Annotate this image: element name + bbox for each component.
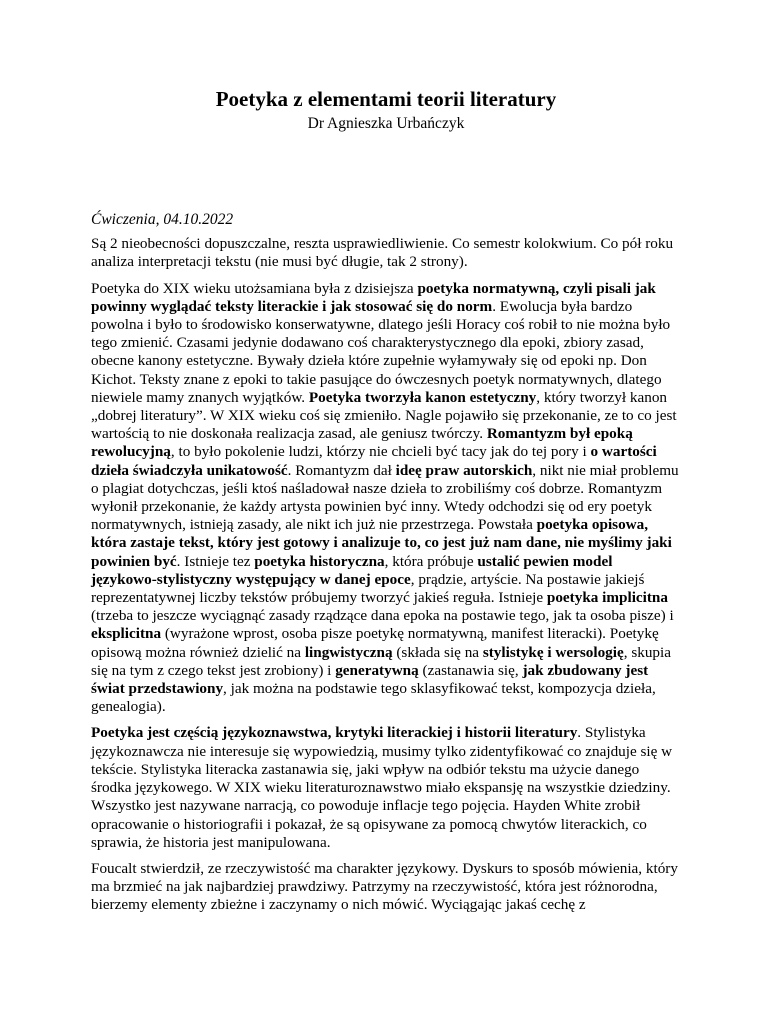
- paragraph: [91, 860, 681, 915]
- bold-text-segment: ideę praw autorskich: [395, 461, 533, 479]
- bold-text-segment: Romantyzm był epoką rewolucyjną: [91, 425, 633, 461]
- document-title: Poetyka z elementami teorii literatury: [215, 87, 557, 111]
- bold-text-segment: poetyka implicitna: [546, 589, 668, 607]
- bold-text-segment: poetyka opisowa, która zastaje tekst, który jest gotowy i analizuje to, co jest już nam dane, nie myślimy jaki powinien być: [91, 516, 672, 570]
- bold-text-segment: o wartości dzieła świadczyła unikatowość: [91, 443, 657, 479]
- bold-text-segment: stylistykę i wersologię: [482, 643, 624, 661]
- paragraph: [91, 280, 681, 717]
- text-segment: , nikt nie miał problemu o plagiat dotychczas, jeśli ktoś naśladował nasze dzieła to zrobiliśmy coś dobrze. Romantyzm wyłonił przekonanie, że każdy artysta powinien być inny. Wtedy odchodzi się od ery poetyk normatywnych, istnieją zasady, ale nikt ich już nie przestrzega. Powstała: [91, 461, 679, 534]
- text-segment: , który tworzył kanon „dobrej literatury”. W XIX wieku coś się zmieniło. Nagle pojawiło się przekonanie, ze to co jest wartością to nie doskonała realizacja zasad, ale geniusz twórczy.: [91, 388, 677, 443]
- text-segment: , to było pokolenie ludzi, którzy nie chcieli być tacy jak do tej pory i: [170, 443, 591, 461]
- paragraph: [91, 235, 681, 271]
- bold-text-segment: poetyka historyczna: [254, 552, 385, 570]
- text-segment: . Romantyzm dał: [287, 461, 396, 479]
- document-author: Dr Agnieszka Urbańczyk: [307, 115, 465, 132]
- text-segment: . Istnieje tez: [176, 552, 255, 570]
- bold-text-segment: Poetyka tworzyła kanon estetyczny: [308, 388, 537, 406]
- text-segment: . Stylistyka językoznawcza nie interesuje się wypowiedzią, musimy tylko zidentyfikować co znajduje się w tekście. Stylistyka literacka zastanawia się, jaki wpływ na odbiór tekstu ma użycie danego środka językowego. W XIX wieku literaturoznawstwo miało ekspansję na wszystkie dziedziny. Wszystko jest nazywane narracją, co powoduje inflacje tego pojęcia. Hayden White zrobił opracowanie o historiografii i pokazał, że są opisywane za pomocą chwytów literackich, co sprawia, że historia jest manipulowana.: [91, 724, 673, 851]
- text-segment: , prądzie, artyście. Na postawie jakiejś reprezentatywnej liczby tekstów próbujemy tworzyć jakieś reguła. Istnieje: [91, 570, 645, 607]
- text-segment: Są 2 nieobecności dopuszczalne, reszta usprawiedliwienie. Co semestr kolokwium. Co pół roku analiza interpretacji tekstu (nie musi być długie, tak 2 strony).: [91, 235, 674, 271]
- bold-text-segment: generatywną: [335, 661, 419, 679]
- text-segment: (wyrażone wprost, osoba pisze poetykę normatywną, manifest literacki). Poetykę opisową można również dzielić na: [91, 625, 659, 661]
- bold-text-segment: eksplicitna: [91, 625, 162, 643]
- text-segment: (zastanawia się,: [418, 661, 523, 679]
- bold-text-segment: ustalić pewien model językowo-stylistyczny występujący w danej epoce: [91, 552, 613, 588]
- text-segment: (składa się na: [392, 643, 483, 661]
- bold-text-segment: Poetyka jest częścią językoznawstwa, krytyki literackiej i historii literatury: [91, 724, 578, 742]
- document-body: [91, 235, 681, 914]
- document-page: [91, 86, 681, 915]
- text-segment: , skupia się na tym z czego tekst jest zrobiony) i: [91, 643, 671, 679]
- bold-text-segment: poetyka normatywną, czyli pisali jak powinny wyglądać teksty literackie i jak stosować się do norm: [91, 279, 656, 315]
- text-segment: Poetyka do XIX wieku utożsamiana była z dzisiejsza: [91, 279, 418, 297]
- bold-text-segment: lingwistyczną: [304, 643, 393, 661]
- paragraph: [91, 724, 681, 851]
- text-segment: , która próbuje: [384, 552, 478, 570]
- text-segment: (trzeba to jeszcze wyciągnąć zasady rządzące dana epoka na postawie tego, jak ta osoba pisze) i: [91, 607, 674, 625]
- text-segment: . Ewolucja była bardzo powolna i było to środowisko konserwatywne, dlatego jeśli Horacy coś robił to nie można było tego zmienić. Czasami jedynie dodawano coś charakterystycznego dla epoki, zbiory zasad, obecne kanony estetyczne. Bywały dzieła które zupełnie wyłamywały się od epoki np. Don Kichot. Teksty znane z epoki to takie pasujące do ówczesnych poetyk normatywnych, dlatego niewiele mamy znanych wyjątków.: [91, 297, 671, 406]
- session-date: Ćwiczenia, 04.10.2022: [91, 211, 234, 228]
- bold-text-segment: jak zbudowany jest świat przedstawiony: [91, 661, 649, 698]
- text-segment: , jak można na podstawie tego sklasyfikować tekst, kompozycja dzieła, genealogia).: [91, 680, 656, 716]
- text-segment: Foucalt stwierdził, ze rzeczywistość ma charakter językowy. Dyskurs to sposób mówienia, który ma brzmieć na jak najbardziej prawdziwy. Patrzymy na rzeczywistość, która jest różnorodna, bierzemy elementy zbieżne i zaczynamy o nich mówić. Wyciągając jakaś cechę z: [91, 859, 678, 914]
